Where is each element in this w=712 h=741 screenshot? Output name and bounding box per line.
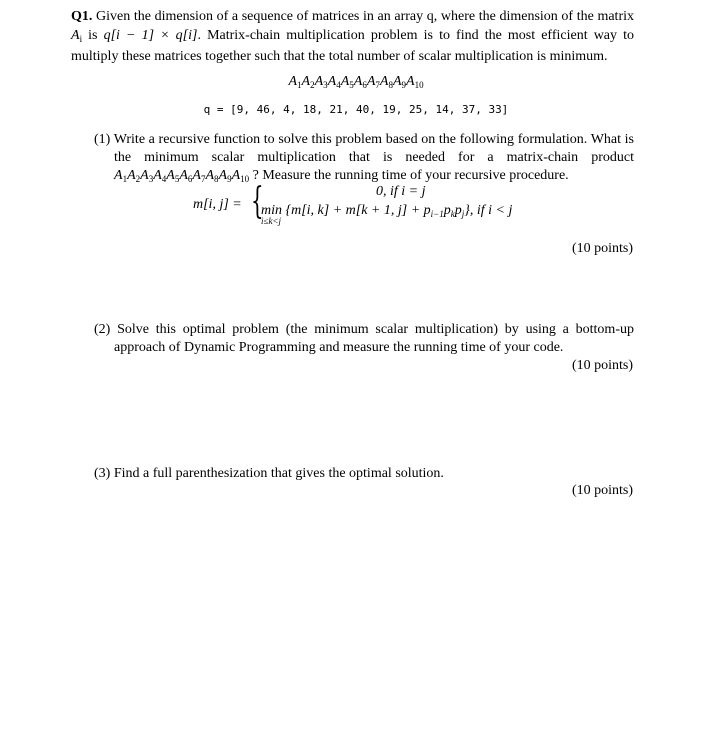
- question-intro: [71, 8, 634, 67]
- matrix-index: 2: [135, 174, 141, 184]
- matrix-letter: A: [353, 74, 363, 89]
- matrix-index: 6: [187, 174, 193, 184]
- matrix-letter: A: [231, 168, 241, 183]
- matrix-index: 10: [240, 174, 250, 184]
- matrix-letter: A: [327, 74, 337, 89]
- part-3: [94, 465, 634, 483]
- matrix-letter: A: [288, 74, 297, 89]
- part-2-points: (10 points): [571, 358, 633, 373]
- matrix-index: 5: [349, 80, 354, 90]
- matrix-letter: A: [218, 168, 228, 183]
- matrix-letter: A: [114, 168, 123, 183]
- matrix-index: 4: [336, 80, 341, 90]
- matrix-index: 3: [148, 174, 154, 184]
- part-1-text-b: ? Measure the running time of your recursive procedure.: [249, 168, 569, 183]
- matrix-sequence: [0, 74, 712, 90]
- matrix-index: 8: [214, 174, 219, 184]
- matrix-index: 2: [310, 80, 315, 90]
- matrix-letter: A: [153, 168, 162, 183]
- part-1-text-a: (1) Write a recursive function to solve this problem based on the following formulation. What is the minimum scalar multiplication that is needed for a matrix-chain product: [94, 132, 634, 165]
- brace-icon: {: [251, 181, 264, 222]
- intro-dims: q[i − 1] × q[i]: [103, 27, 198, 43]
- part-1-points: (10 points): [571, 241, 633, 256]
- matrix-letter: A: [179, 168, 188, 183]
- matrix-letter: A: [127, 168, 136, 183]
- matrix-index: 4: [161, 174, 167, 184]
- matrix-index: 5: [174, 174, 180, 184]
- part-2: [94, 321, 634, 357]
- matrix-index: 7: [375, 80, 380, 90]
- part-3-text: (3) Find a full parenthesization that gives the optimal solution.: [94, 466, 444, 481]
- recurrence-formula: [193, 181, 573, 226]
- matrix-index: 8: [388, 80, 393, 90]
- matrix-letter: A: [301, 74, 311, 89]
- intro-text-a: Given the dimension of a sequence of matrices in an array q, where the dimension of the matrix: [92, 9, 634, 24]
- intro-text-b: is: [82, 27, 104, 43]
- matrix-ai: $A_i$: [71, 27, 83, 44]
- matrix-index: 7: [200, 174, 206, 184]
- formula-lhs: m[i, j] =: [193, 197, 242, 212]
- part-1: [94, 131, 634, 188]
- matrix-letter: A: [166, 168, 175, 183]
- matrix-index: 1: [122, 174, 128, 184]
- matrix-letter: A: [406, 74, 415, 89]
- part-3-points: (10 points): [571, 483, 633, 498]
- matrix-letter: A: [379, 74, 389, 89]
- formula-base-case: 0, if i = j: [376, 184, 426, 199]
- matrix-index: 9: [227, 174, 232, 184]
- formula-min-range: i≤k<j: [261, 216, 282, 226]
- matrix-letter: A: [205, 168, 214, 183]
- matrix-letter: A: [392, 74, 402, 89]
- matrix-index: 3: [323, 80, 328, 90]
- matrix-letter: A: [366, 74, 376, 89]
- formula-recursive-case: min {m[i, k] + m[k + 1, $j] + p_{i-1}p_kp_j$}, if i < j: [261, 203, 513, 219]
- question-label: Q1.: [71, 9, 93, 24]
- array-definition: q = [9, 46, 4, 18, 21, 40, 19, 25, 14, 37, 33]: [203, 103, 509, 116]
- part-2-text: (2) Solve this optimal problem (the minimum scalar multiplication) by using a bottom-up approach of Dynamic Programming and measure the running time of your code.: [94, 322, 634, 355]
- intro-text-c: . Matrix-chain multiplication problem is to find the most efficient way to multiply these matrices together such that the total number of scalar multiplication is minimum.: [71, 27, 634, 64]
- matrix-letter: A: [192, 168, 201, 183]
- matrix-index: 10: [414, 80, 424, 90]
- part-1-sequence: [114, 168, 249, 183]
- matrix-index: 1: [297, 80, 302, 90]
- matrix-index: 9: [401, 80, 406, 90]
- matrix-letter: A: [140, 168, 149, 183]
- matrix-letter: A: [314, 74, 324, 89]
- matrix-letter: A: [340, 74, 350, 89]
- matrix-index: 6: [362, 80, 367, 90]
